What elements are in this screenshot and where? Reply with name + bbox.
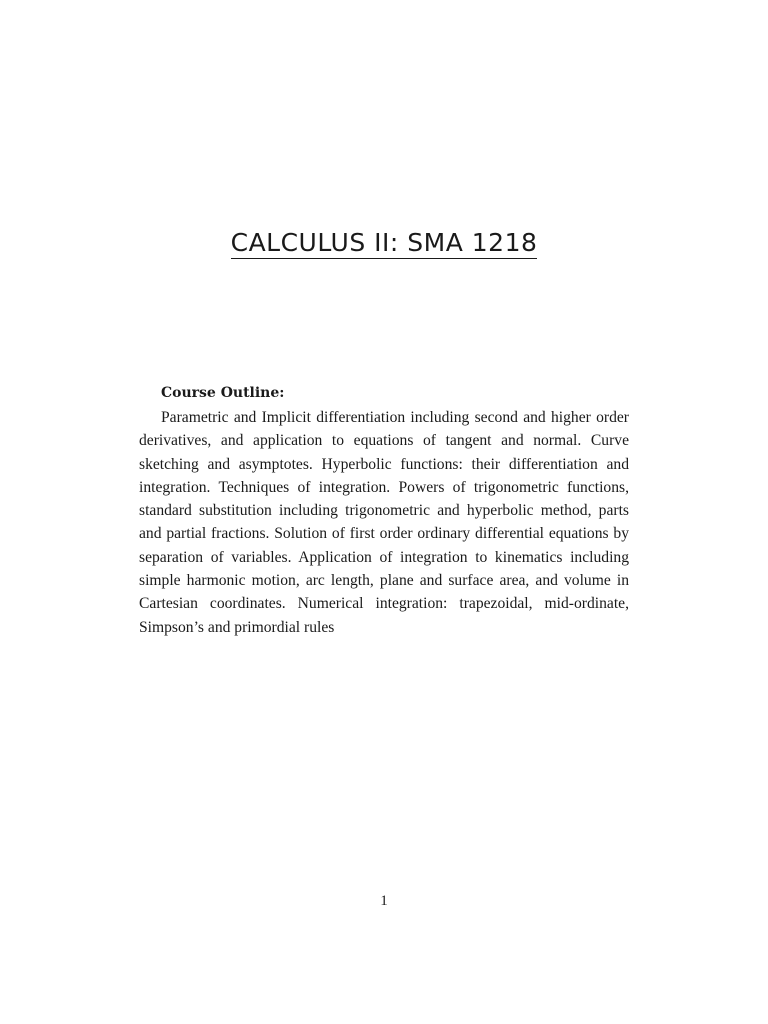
page-number: 1 [380,893,388,909]
course-outline-paragraph: Parametric and Implicit differentiation including second and higher order derivatives, and application to equations of tangent and normal. Curve sketching and asymptotes. Hyperbolic functions: their differentiation and integration. Techniques of integration. Powers of trigonometric functions, standard substitution including trigonometric and hyperbolic method, parts and partial fractions. Solution of first order ordinary differential equations by separation of variables. Application of integration to kinematics including simple harmonic motion, arc length, plane and surface area, and volume in Cartesian coordinates. Numerical integration: trapezoidal, mid-ordinate, Simpson’s and primordial rules [139,409,629,636]
title-text: CALCULUS II: SMA 1218 [230,228,538,257]
page-title [0,228,768,257]
course-outline-heading: Course Outline: [161,385,285,401]
